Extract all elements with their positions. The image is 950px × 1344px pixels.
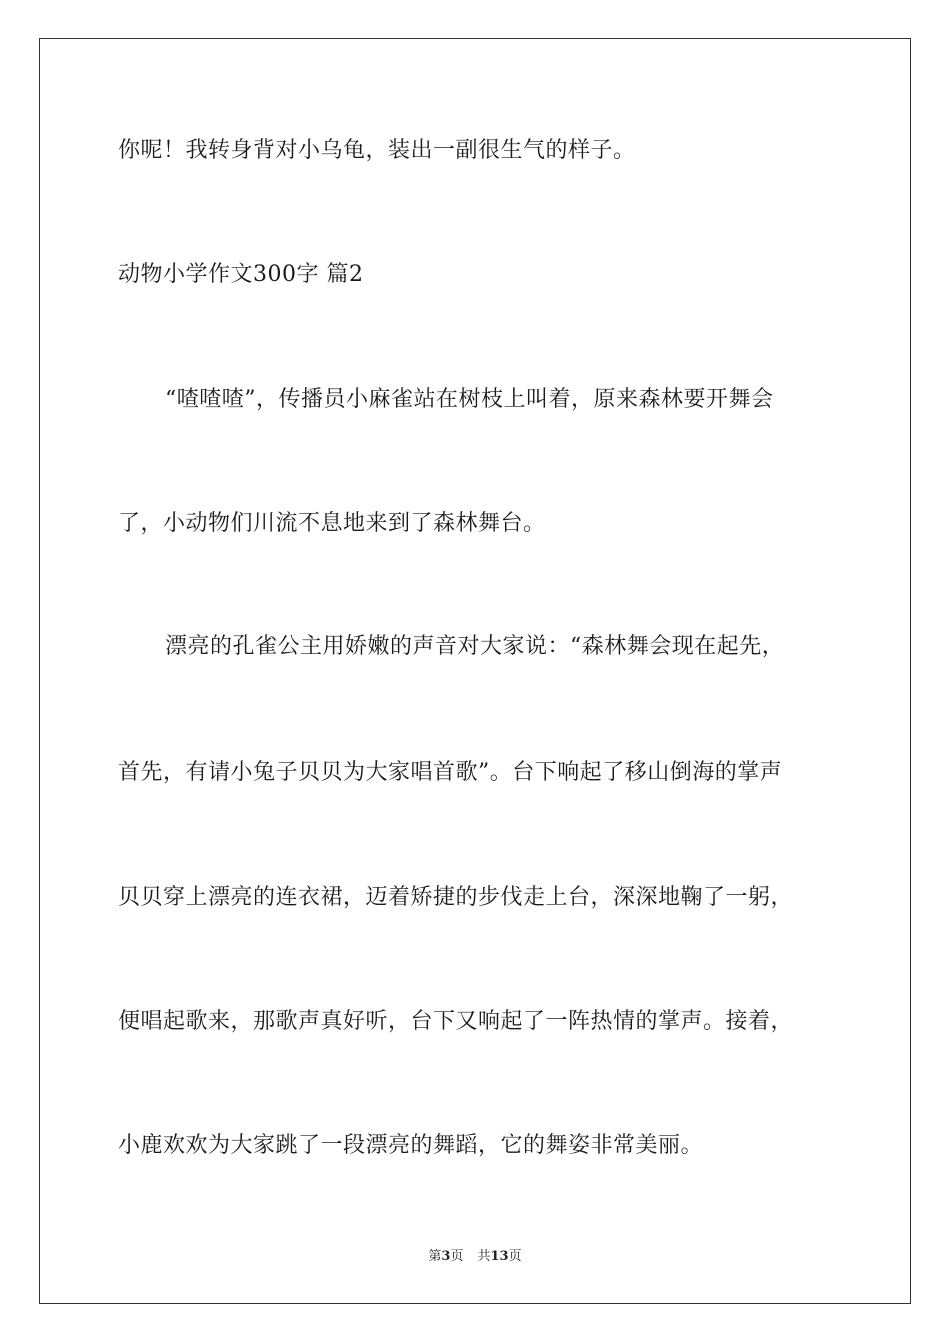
section-heading: 动物小学作文300字 篇2 [118, 262, 364, 287]
page-label-suffix: 页 [450, 1249, 464, 1264]
total-label-suffix: 页 [508, 1249, 522, 1264]
paragraph-line: 小鹿欢欢为大家跳了一段漂亮的舞蹈，它的舞姿非常美丽。 [118, 1133, 704, 1158]
paragraph-line: 漂亮的孔雀公主用娇嫩的声音对大家说：“森林舞会现在起先， [165, 634, 785, 659]
paragraph-line: 便唱起歌来，那歌声真好听，台下又响起了一阵热情的掌声。接着， [118, 1009, 794, 1034]
current-page-number: 3 [441, 1249, 451, 1264]
page-border [39, 38, 911, 1304]
paragraph-line: 贝贝穿上漂亮的连衣裙，迈着矫捷的步伐走上台，深深地鞠了一躬， [118, 885, 794, 910]
paragraph-line: 首先，有请小兔子贝贝为大家唱首歌”。台下响起了移山倒海的掌声 [118, 760, 783, 785]
paragraph-line: 了，小动物们川流不息地来到了森林舞台。 [118, 511, 546, 536]
paragraph-line: 你呢！我转身背对小乌龟，装出一副很生气的样子。 [118, 138, 636, 163]
total-label-prefix: 共 [477, 1249, 491, 1264]
page-footer [0, 1248, 950, 1266]
page-label-prefix: 第 [428, 1249, 442, 1264]
total-page-number: 13 [490, 1249, 509, 1264]
paragraph-line: “喳喳喳”，传播员小麻雀站在树枝上叫着，原来森林要开舞会 [165, 387, 774, 412]
